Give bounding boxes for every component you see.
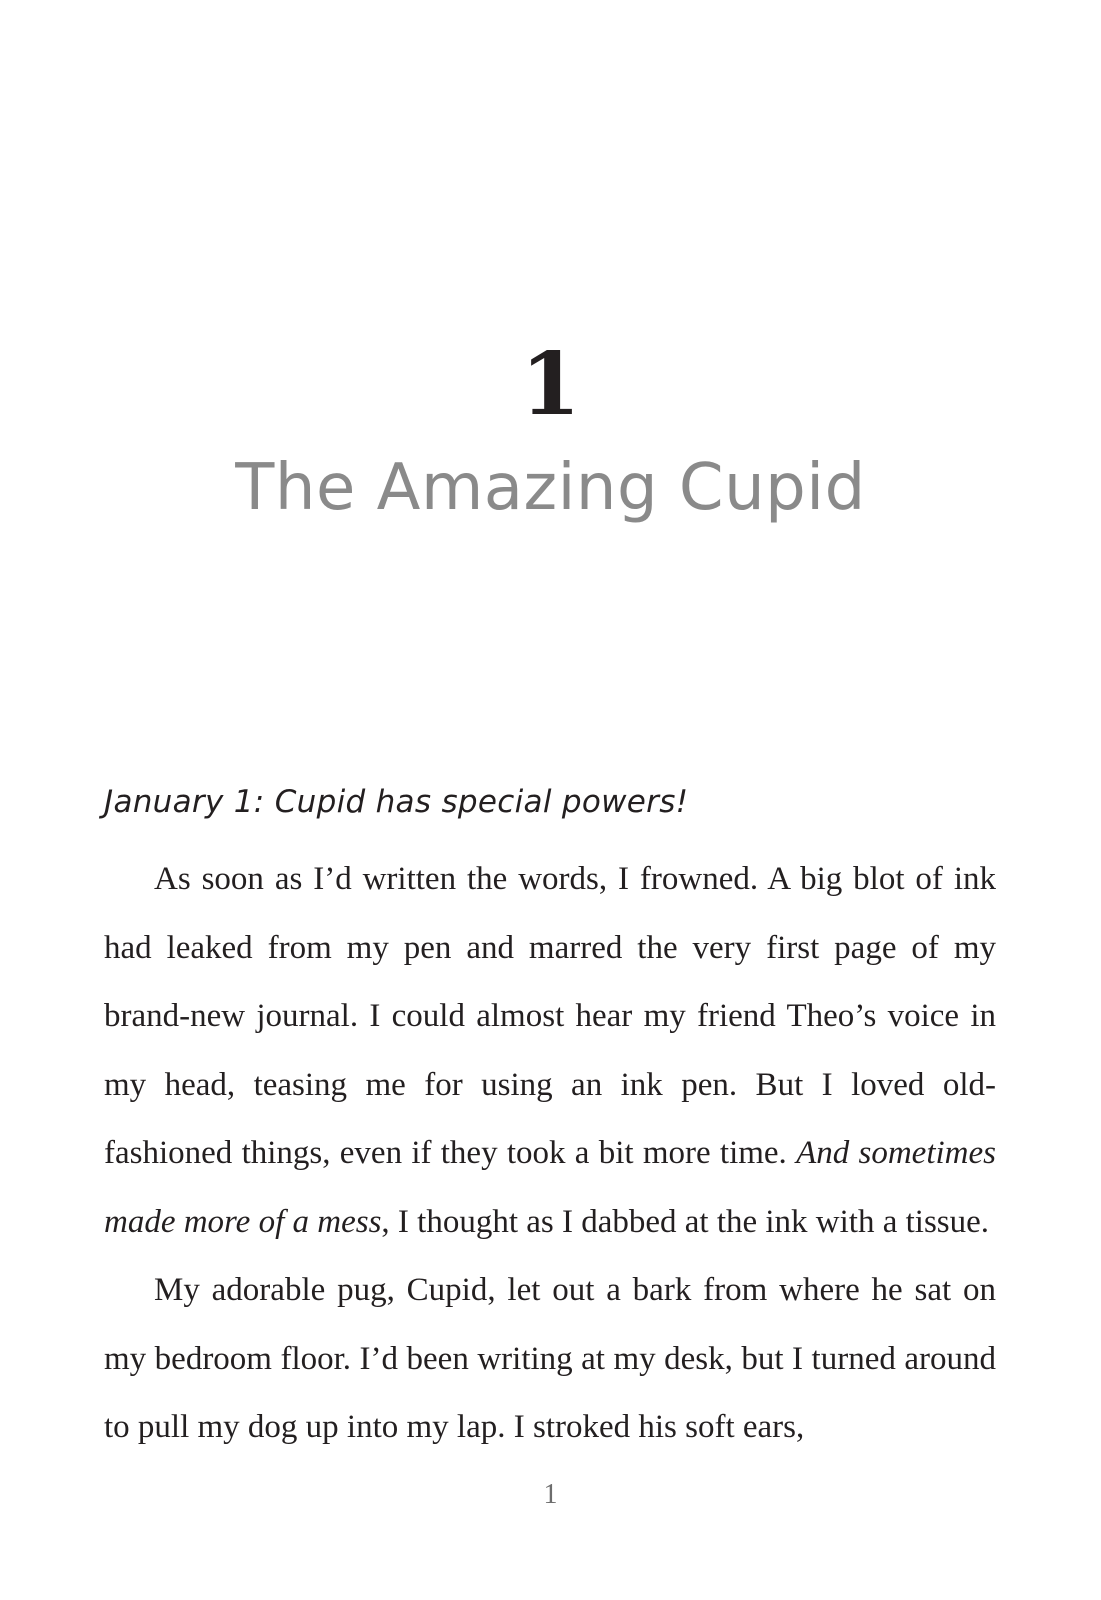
paragraph-1-italic-text: And sometimes made more of a mess xyxy=(104,1135,996,1240)
paragraph-1 xyxy=(104,845,996,1256)
journal-entry-heading: January 1: Cupid has special powers! xyxy=(104,784,689,820)
chapter-number: 1 xyxy=(520,334,581,435)
chapter-title: The Amazing Cupid xyxy=(235,451,866,525)
page-number: 1 xyxy=(543,1479,558,1510)
paragraph-1-text-start: As soon as I’d written the words, I frowned. A big blot of ink had leaked from my pen and marred the very first page of my brand-new journal. I could almost hear my friend Theo’s voice in my head, teasing me for using an ink pen. But I loved old-fashioned things, even if they took a bit more time. xyxy=(104,861,996,1171)
paragraph-1-text-end: , I thought as I dabbed at the ink with a tissue. xyxy=(381,1203,990,1240)
chapter-body xyxy=(104,845,996,1462)
paragraph-2: My adorable pug, Cupid, let out a bark from where he sat on my bedroom floor. I’d been writing at my desk, but I turned around to pull my dog up into my lap. I stroked his soft ears, xyxy=(104,1272,996,1445)
